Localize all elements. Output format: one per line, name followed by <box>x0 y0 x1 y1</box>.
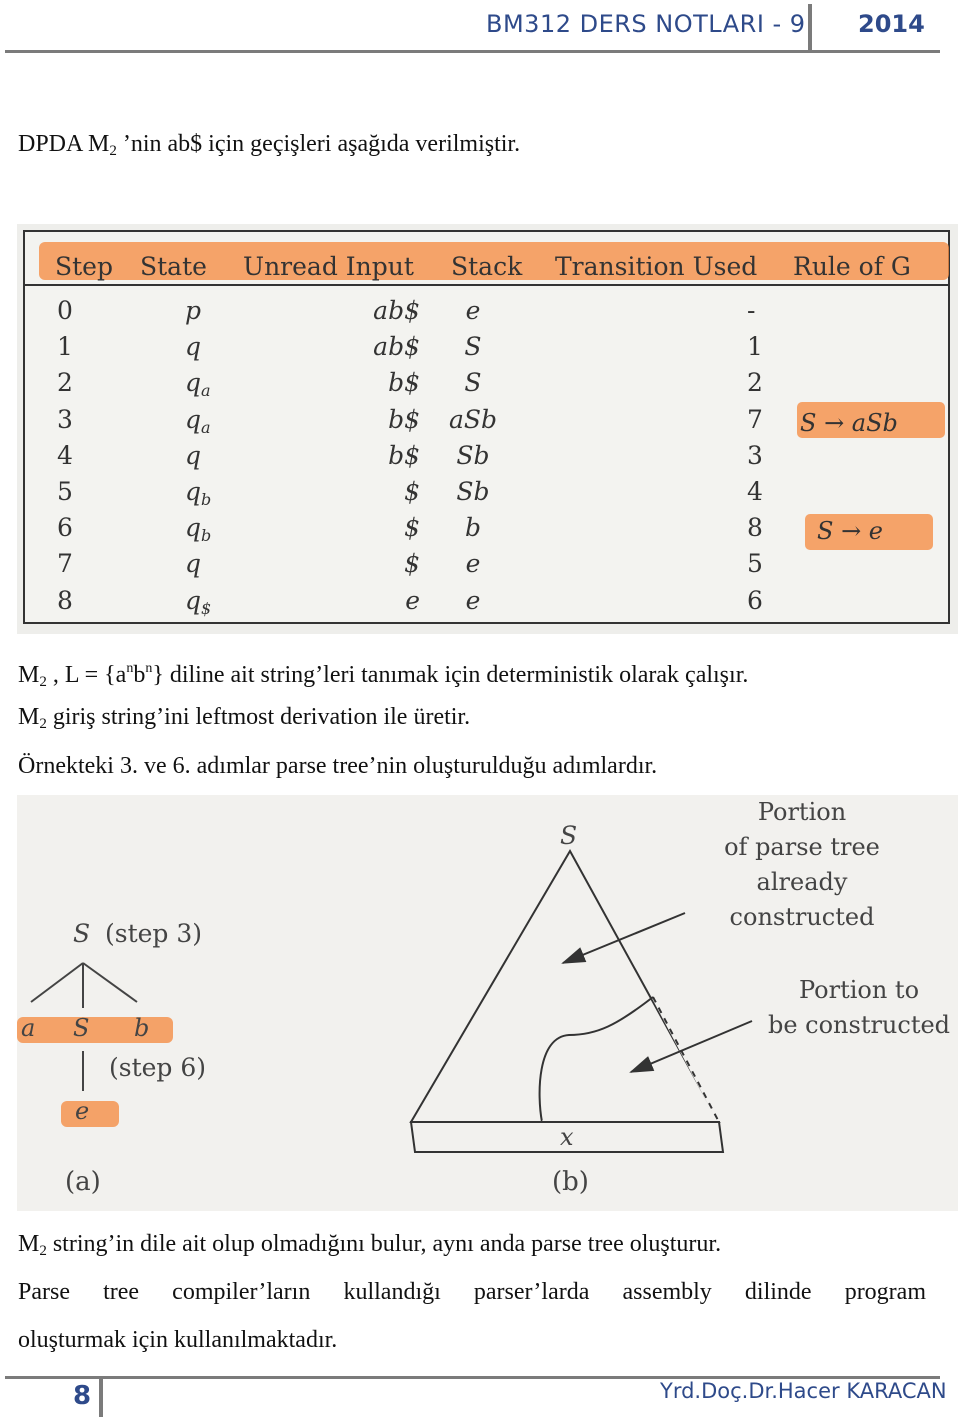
label-to-be-constructed: Portion to be constructed <box>767 976 951 1039</box>
tree-a-step3-label: (step 3) <box>105 919 203 948</box>
transition-table-image <box>17 224 958 634</box>
caption-b: (b) <box>552 1167 589 1197</box>
col-step: Step <box>55 252 113 281</box>
table-cell-transition: 7 <box>747 404 763 434</box>
arrow-constructed <box>563 913 685 963</box>
parse-tree-figure-image <box>17 795 958 1211</box>
page-number: 8 <box>73 1381 92 1411</box>
header-rule <box>5 50 940 53</box>
frontier-curve <box>540 997 653 1122</box>
table-cell-stack: Sb <box>456 440 490 470</box>
state-symbol: q <box>185 332 202 362</box>
table-cell-state <box>185 296 201 325</box>
table-cell-transition: 6 <box>747 585 763 615</box>
table-cell-state <box>185 332 201 361</box>
table-cell-transition: 1 <box>747 332 763 362</box>
tree-a-root: S <box>73 919 91 948</box>
arrow-to-be-constructed <box>631 1021 752 1072</box>
table-cell-step: 1 <box>57 332 73 362</box>
para1-line2: $M_2$ giriş string’ini leftmost derivation ile üretir. <box>18 704 471 732</box>
tree-a <box>17 963 173 1127</box>
table-cell-unread-input: $ <box>404 477 420 506</box>
table-cell-transition: 5 <box>747 549 763 579</box>
table-cell-unread-input: ab$ <box>373 332 420 362</box>
tree-a-child-s: S <box>73 1014 90 1042</box>
col-transition-used: Transition Used <box>555 252 758 281</box>
table-cell-state <box>185 513 211 545</box>
state-symbol: q <box>185 404 202 434</box>
table-cell-unread-input: $ <box>404 513 420 543</box>
col-unread-input: Unread Input <box>243 252 414 281</box>
tree-a-child-a: a <box>21 1014 36 1042</box>
footer-divider <box>99 1377 103 1417</box>
table-cell-rule: S → e <box>817 517 884 546</box>
table-cell-state <box>185 477 211 509</box>
state-symbol: p <box>185 296 202 325</box>
table-cell-step: 8 <box>57 585 73 615</box>
table-cell-stack: aSb <box>448 404 498 434</box>
table-cell-transition: 3 <box>747 440 763 470</box>
table-cell-unread-input: b$ <box>388 368 420 398</box>
state-subscript: b <box>201 490 212 509</box>
tree-a-leaf-e: e <box>75 1097 90 1125</box>
table-cell-state <box>185 549 201 578</box>
col-rule-of-g: Rule of G <box>793 252 911 281</box>
para1-line3: Örnekteki 3. ve 6. adımlar parse tree’nin oluşturulduğu adımlardır. <box>18 753 658 779</box>
table-header-rule <box>23 284 950 286</box>
header-year: 2014 <box>858 10 925 38</box>
caption-a: (a) <box>65 1167 101 1197</box>
table-cell-stack: b <box>464 513 481 543</box>
table-cell-stack: e <box>465 549 481 579</box>
para2-line2: Parse tree compiler’ların kullandığı parser’larda assembly dilinde program <box>18 1279 926 1305</box>
para2-line1: $M_2$ string’in dile ait olup olmadığını bulur, aynı anda parse tree oluşturur. <box>18 1231 722 1259</box>
table-cell-stack: e <box>465 296 481 325</box>
tree-a-step6-label: (step 6) <box>109 1053 207 1082</box>
table-cell-state <box>185 368 211 400</box>
table-cell-step: 5 <box>57 477 73 506</box>
table-cell-transition: 2 <box>747 368 763 398</box>
table-cell-step: 2 <box>57 368 73 398</box>
para1-line1: $M_2$ , $L = \{a^nb^n\}$ diline ait string’leri tanımak için deterministik olarak çalışır. <box>18 661 749 690</box>
state-subscript: a <box>201 381 211 401</box>
state-subscript: a <box>201 417 211 437</box>
col-stack: Stack <box>451 252 523 281</box>
table-cell-step: 7 <box>57 549 73 579</box>
state-symbol: q <box>185 477 202 506</box>
state-symbol: q <box>185 585 202 615</box>
table-cell-stack: S <box>464 368 482 398</box>
table-cell-unread-input: $ <box>404 549 420 579</box>
table-cell-step: 6 <box>57 513 73 543</box>
table-cell-stack: e <box>465 585 481 615</box>
table-cell-stack: S <box>464 332 482 362</box>
footer-author: Yrd.Doç.Dr.Hacer KARACAN <box>660 1379 947 1403</box>
table-cell-rule: S → aSb <box>800 408 898 437</box>
tree-a-highlight-leaf <box>61 1101 119 1127</box>
table-cell-step: 4 <box>57 440 73 470</box>
table-cell-step: 0 <box>57 296 73 325</box>
table-cell-transition: 8 <box>747 513 763 543</box>
state-symbol: q <box>185 368 202 398</box>
table-cell-unread-input: e <box>405 585 420 615</box>
edge-s-a <box>31 963 83 1002</box>
state-subscript: $ <box>201 598 212 618</box>
table-cell-stack: Sb <box>456 477 490 506</box>
tree-a-highlight-children <box>17 1017 173 1043</box>
label-already-constructed: Portion of parse tree already constructed <box>724 798 880 931</box>
header-title: BM312 DERS NOTLARI - 9 <box>486 10 806 38</box>
edge-s-b <box>83 963 137 1002</box>
triangle-outline <box>411 851 719 1122</box>
intro-text: DPDA $M_2$ ’nin ab$ için geçişleri aşağıda verilmiştir. <box>18 131 521 159</box>
table-cell-transition: - <box>747 296 756 325</box>
table-cell-unread-input: ab$ <box>373 296 420 325</box>
table-cell-state <box>185 405 211 437</box>
header-divider <box>808 4 812 50</box>
tree-a-child-b: b <box>134 1014 150 1042</box>
tree-b-root: S <box>560 821 578 850</box>
state-symbol: q <box>185 513 202 543</box>
table-cell-state <box>185 441 201 470</box>
table-cell-unread-input: b$ <box>388 404 420 434</box>
col-state: State <box>140 252 207 281</box>
table-cell-transition: 4 <box>747 477 763 506</box>
table-cell-unread-input: b$ <box>388 440 420 470</box>
state-subscript: b <box>201 526 212 546</box>
table-cell-step: 3 <box>57 404 73 434</box>
input-x-label: x <box>560 1123 574 1151</box>
state-symbol: q <box>185 549 202 579</box>
table-cell-state <box>185 586 211 618</box>
state-symbol: q <box>185 440 202 470</box>
para2-line3: oluşturmak için kullanılmaktadır. <box>18 1327 338 1353</box>
